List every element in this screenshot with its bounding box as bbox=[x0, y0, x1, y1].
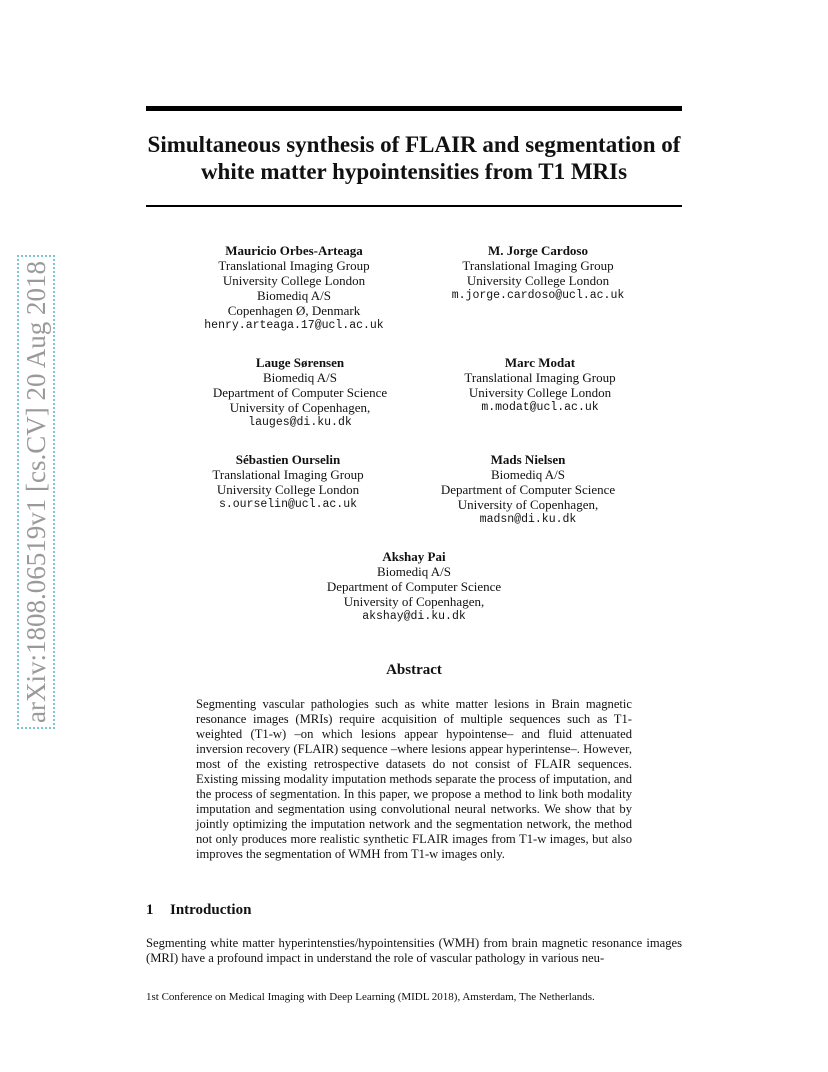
author-affiliation: Translational Imaging Group bbox=[218, 258, 370, 273]
author-block bbox=[204, 243, 383, 333]
author-email[interactable]: m.jorge.cardoso@ucl.ac.uk bbox=[451, 289, 625, 302]
author-affiliation: University College London bbox=[216, 482, 360, 497]
author-affiliation: Translational Imaging Group bbox=[462, 258, 614, 273]
author-affiliation: Department of Computer Science bbox=[326, 579, 502, 594]
intro-text: Segmenting white matter hyperintensties/hypointensities (WMH) from brain magnetic resonance images (MRI) have a profound impact in understand the role of vascular pathology in various neu- bbox=[146, 936, 682, 965]
author-block bbox=[212, 452, 363, 512]
author-email[interactable]: henry.arteaga.17@ucl.ac.uk bbox=[204, 319, 384, 332]
author-affiliation: University of Copenhagen, bbox=[457, 497, 599, 512]
paper-title: Simultaneous synthesis of FLAIR and segmentation of white matter hypointensities from T1 MRIs bbox=[147, 132, 681, 184]
section-title: Introduction bbox=[170, 902, 252, 918]
author-affiliation: Biomediq A/S bbox=[490, 467, 566, 482]
arxiv-stamp: arXiv:1808.06519v1 [cs.CV] 20 Aug 2018 bbox=[17, 255, 55, 729]
author-block bbox=[464, 355, 615, 415]
author-email[interactable]: m.modat@ucl.ac.uk bbox=[481, 401, 599, 414]
author-email[interactable]: akshay@di.ku.dk bbox=[362, 610, 466, 623]
author-block bbox=[452, 243, 625, 303]
author-name: M. Jorge Cardoso bbox=[487, 243, 588, 258]
author-affiliation: Department of Computer Science bbox=[440, 482, 616, 497]
bottom-rule bbox=[146, 205, 682, 207]
section-heading bbox=[146, 902, 251, 919]
author-block bbox=[441, 452, 615, 527]
author-affiliation: Biomediq A/S bbox=[376, 564, 452, 579]
top-rule bbox=[146, 106, 682, 111]
author-affiliation: University College London bbox=[222, 273, 366, 288]
author-affiliation: Translational Imaging Group bbox=[212, 467, 364, 482]
author-affiliation: Translational Imaging Group bbox=[464, 370, 616, 385]
author-email[interactable]: madsn@di.ku.dk bbox=[479, 513, 577, 526]
author-name: Akshay Pai bbox=[382, 549, 446, 564]
author-name: Mauricio Orbes-Arteaga bbox=[225, 243, 363, 258]
author-affiliation: Biomediq A/S bbox=[262, 370, 338, 385]
footnote: 1st Conference on Medical Imaging with Deep Learning (MIDL 2018), Amsterdam, The Netherlands. bbox=[146, 991, 595, 1003]
author-name: Lauge Sørensen bbox=[255, 355, 345, 370]
author-affiliation: Department of Computer Science bbox=[212, 385, 388, 400]
abstract-text: Segmenting vascular pathologies such as white matter lesions in Brain magnetic resonance images (MRIs) require acquisition of multiple sequences such as T1-weighted (T1-w) –on which lesions appear hypointense– and fluid attenuated inversion recovery (FLAIR) sequence –where lesions appear hyperintense–. However, most of the existing retrospective datasets do not consist of FLAIR sequences. Existing missing modality imputation methods separate the process of imputation, and the process of segmentation. In this paper, we propose a method to link both modality imputation and segmentation using convolutional neural networks. We show that by jointly optimizing the imputation network and the segmentation network, the method not only produces more realistic synthetic FLAIR images from T1-w images, but also improves the segmentation of WMH from T1-w images only. bbox=[196, 697, 632, 861]
author-email[interactable]: lauges@di.ku.dk bbox=[248, 416, 352, 429]
section-number: 1 bbox=[146, 902, 154, 918]
author-email[interactable]: s.ourselin@ucl.ac.uk bbox=[218, 498, 358, 511]
author-name: Mads Nielsen bbox=[490, 452, 566, 467]
author-name: Sébastien Ourselin bbox=[235, 452, 341, 467]
author-name: Marc Modat bbox=[504, 355, 576, 370]
author-affiliation: Biomediq A/S bbox=[256, 288, 332, 303]
abstract-heading: Abstract bbox=[386, 662, 442, 678]
author-affiliation: Copenhagen Ø, Denmark bbox=[227, 303, 361, 318]
author-block bbox=[213, 355, 387, 430]
author-block bbox=[327, 549, 501, 624]
author-affiliation: University of Copenhagen, bbox=[343, 594, 485, 609]
author-affiliation: University of Copenhagen, bbox=[229, 400, 371, 415]
author-affiliation: University College London bbox=[468, 385, 612, 400]
author-affiliation: University College London bbox=[466, 273, 610, 288]
